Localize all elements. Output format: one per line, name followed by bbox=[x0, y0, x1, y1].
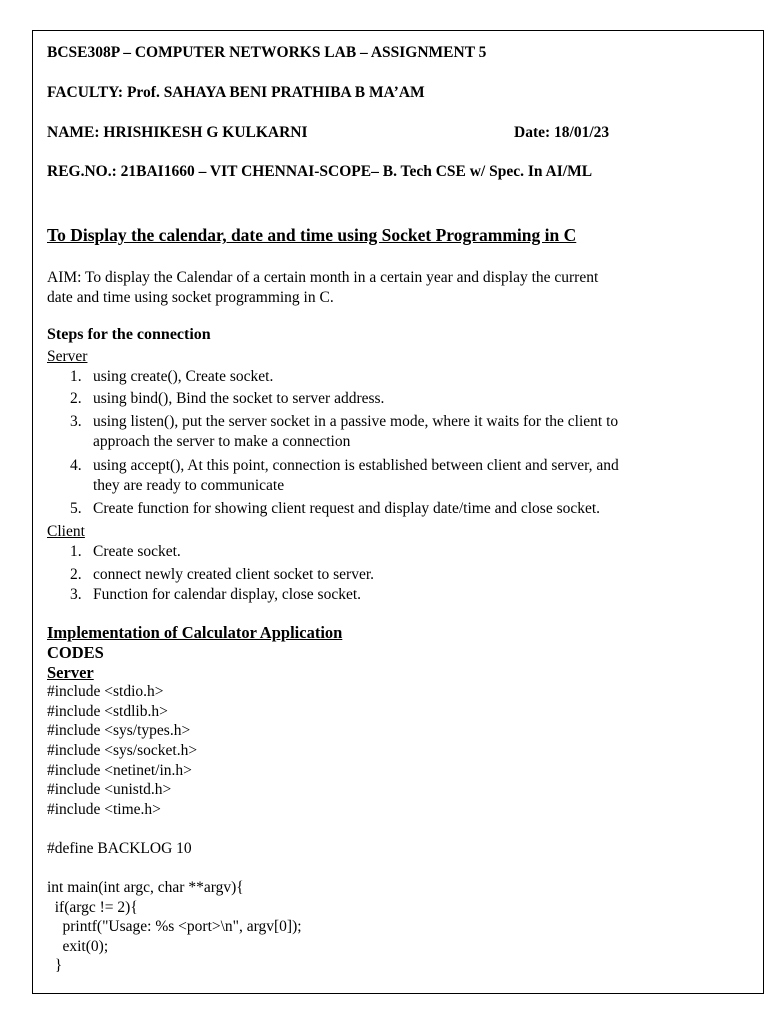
list-item: 2. using bind(), Bind the socket to server address. bbox=[70, 390, 385, 407]
code-line: if(argc != 2){ bbox=[47, 899, 138, 916]
list-item: 3. using listen(), put the server socket in a passive mode, where it waits for the client to approach the server to make a connection bbox=[70, 413, 619, 450]
list-item: 5. Create function for showing client request and display date/time and close socket. bbox=[70, 500, 601, 517]
regno-line: REG.NO.: 21BAI1660 – VIT CHENNAI-SCOPE– B. Tech CSE w/ Spec. In AI/ML bbox=[47, 163, 593, 180]
aim-line-1: AIM: To display the Calendar of a certain month in a certain year and display the current bbox=[47, 269, 599, 286]
name-row bbox=[47, 124, 747, 142]
server-label: Server bbox=[47, 348, 88, 365]
codes-heading: CODES bbox=[47, 643, 104, 662]
steps-heading: Steps for the connection bbox=[47, 326, 211, 343]
aim-line-2: date and time using socket programming in C. bbox=[47, 289, 334, 306]
course-line: BCSE308P – COMPUTER NETWORKS LAB – ASSIGNMENT 5 bbox=[47, 44, 487, 61]
date-line: Date: 18/01/23 bbox=[514, 124, 610, 141]
code-line: #include <stdio.h> bbox=[47, 683, 164, 700]
list-item: 1. using create(), Create socket. bbox=[70, 368, 274, 385]
list-item: 3. Function for calendar display, close socket. bbox=[70, 586, 362, 603]
code-line: printf("Usage: %s <port>\n", argv[0]); bbox=[47, 918, 302, 935]
code-line: } bbox=[47, 957, 63, 974]
code-line: int main(int argc, char **argv){ bbox=[47, 879, 244, 896]
document-title: To Display the calendar, date and time using Socket Programming in C bbox=[47, 225, 577, 245]
code-line: #include <unistd.h> bbox=[47, 781, 172, 798]
code-line: #include <time.h> bbox=[47, 801, 161, 818]
faculty-line: FACULTY: Prof. SAHAYA BENI PRATHIBA B MA’AM bbox=[47, 84, 425, 101]
code-line: exit(0); bbox=[47, 938, 109, 955]
code-server-heading: Server bbox=[47, 663, 94, 682]
code-line: #define BACKLOG 10 bbox=[47, 840, 192, 857]
code-line: #include <netinet/in.h> bbox=[47, 762, 192, 779]
list-item: 1. Create socket. bbox=[70, 543, 181, 560]
student-name: NAME: HRISHIKESH G KULKARNI bbox=[47, 124, 308, 141]
code-line: #include <stdlib.h> bbox=[47, 703, 168, 720]
code-line: #include <sys/types.h> bbox=[47, 722, 191, 739]
list-item: 4. using accept(), At this point, connection is established between client and server, and they are ready to communicate bbox=[70, 457, 619, 494]
list-item: 2. connect newly created client socket to server. bbox=[70, 566, 375, 583]
client-label: Client bbox=[47, 523, 85, 540]
code-line: #include <sys/socket.h> bbox=[47, 742, 198, 759]
implementation-heading: Implementation of Calculator Application bbox=[47, 623, 343, 642]
